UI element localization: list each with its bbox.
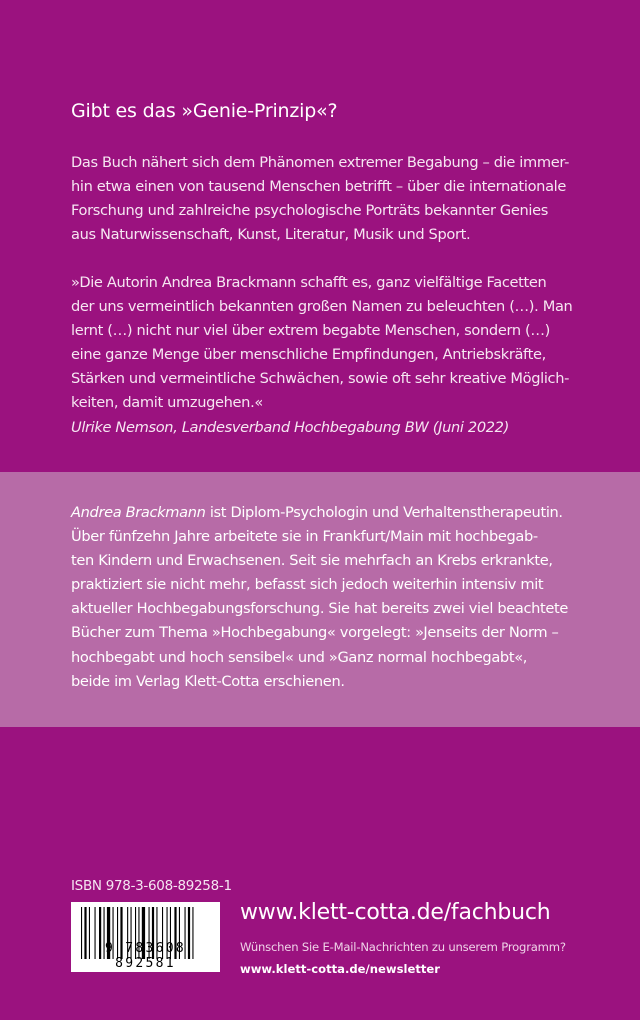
website-link[interactable]: www.klett-cotta.de/fachbuch	[240, 900, 551, 925]
newsletter-question: Wünschen Sie E-Mail-Nachrichten zu unserem Programm?	[240, 940, 566, 954]
text-line: Das Buch nähert sich dem Phänomen extremer Begabung – die immer-	[71, 154, 570, 171]
text-line	[71, 501, 568, 525]
text-line: Forschung und zahlreiche psychologische Porträts bekannter Genies	[71, 202, 548, 220]
text-line: hin etwa einen von tausend Menschen betrifft – über die internationale	[71, 178, 566, 196]
description	[71, 151, 569, 247]
text-line: praktiziert sie nicht mehr, befasst sich jedoch weiterhin intensiv mit	[71, 576, 544, 594]
text-line: keiten, damit umzugehen.«	[71, 394, 263, 412]
barcode-number: 9 783608 892581	[104, 941, 186, 971]
text-line: beide im Verlag Klett-Cotta erschienen.	[71, 672, 345, 690]
text-line: eine ganze Menge über menschliche Empfindungen, Antriebskräfte,	[71, 346, 546, 364]
isbn: ISBN 978-3-608-89258-1	[71, 878, 232, 894]
review-quote	[71, 271, 572, 440]
barcode	[71, 902, 220, 972]
text-line: hochbegabt und hoch sensibel« und »Ganz normal hochbegabt«,	[71, 648, 528, 666]
author-bio	[71, 501, 568, 694]
headline: Gibt es das »Genie-Prinzip«?	[71, 100, 338, 122]
newsletter-link[interactable]: www.klett-cotta.de/newsletter	[240, 962, 441, 976]
text-span: ist Diplom-Psychologin und Verhaltenstherapeutin.	[205, 504, 563, 521]
author-name: Andrea Brackmann	[71, 504, 206, 521]
text-line: ten Kindern und Erwachsenen. Seit sie mehrfach an Krebs erkrankte,	[71, 552, 553, 570]
text-line: »Die Autorin Andrea Brackmann schafft es, ganz vielfältige Facetten	[71, 274, 547, 291]
text-line: Über fünfzehn Jahre arbeitete sie in Frankfurt/Main mit hochbegab-	[71, 528, 538, 546]
quote-source: Ulrike Nemson, Landesverband Hochbegabung BW (Juni 2022)	[71, 418, 509, 436]
text-line: der uns vermeintlich bekannten großen Namen zu beleuchten (…). Man	[71, 298, 573, 316]
text-line: aus Naturwissenschaft, Kunst, Literatur, Musik und Sport.	[71, 226, 471, 244]
text-line: lernt (…) nicht nur viel über extrem begabte Menschen, sondern (…)	[71, 322, 550, 340]
text-line: aktueller Hochbegabungsforschung. Sie hat bereits zwei viel beachtete	[71, 600, 569, 618]
text-line: Bücher zum Thema »Hochbegabung« vorgelegt: »Jenseits der Norm –	[71, 624, 559, 642]
text-line: Stärken und vermeintliche Schwächen, sowie oft sehr kreative Möglich-	[71, 370, 570, 388]
